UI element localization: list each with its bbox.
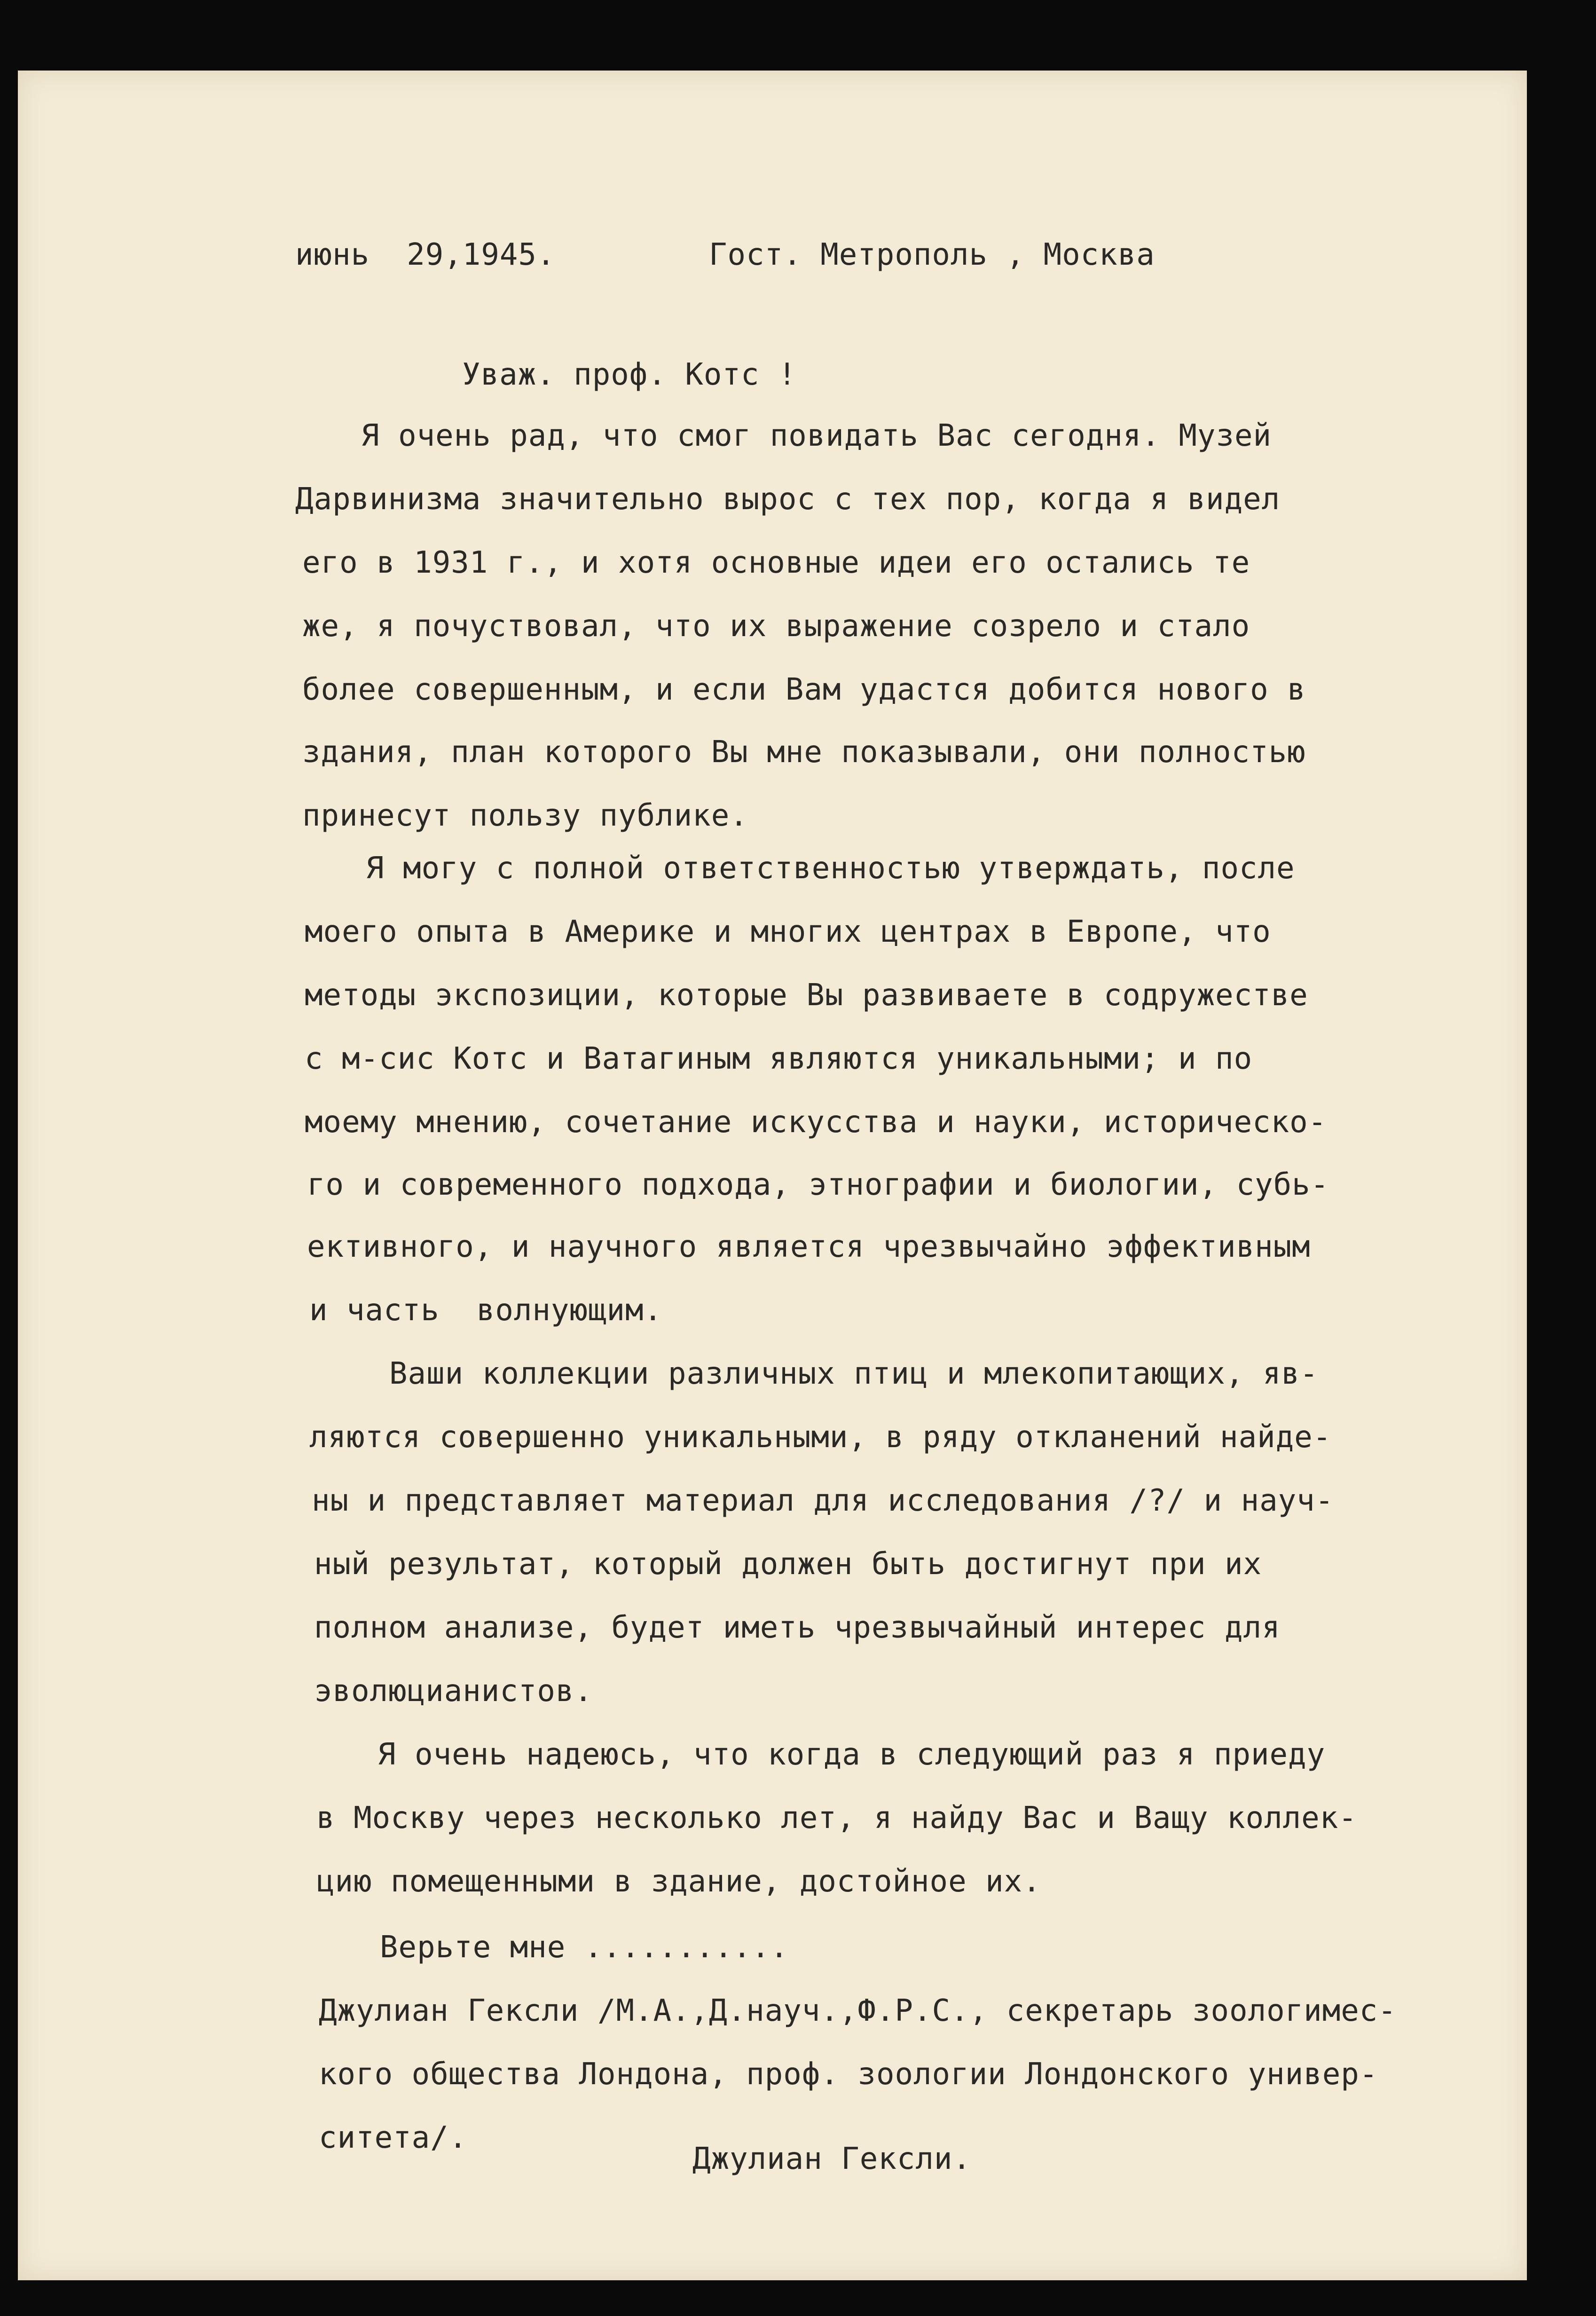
paragraph-2-line-3: методы экспозиции, которые Вы развиваете в содружестве xyxy=(305,978,1308,1013)
signature-block-line-2: кого общества Лондона, проф. зоологии Лондонского универ- xyxy=(319,2057,1378,2092)
paragraph-1-line-1: Я очень рад, что смог повидать Вас сегодня. Музей xyxy=(361,418,1272,453)
paper-sheet xyxy=(18,71,1527,2280)
paragraph-2-line-2: моего опыта в Америке и многих центрах в Европе, что xyxy=(305,914,1271,949)
paragraph-2-line-5: моему мнению, сочетание искусства и науки, историческо- xyxy=(305,1105,1327,1140)
paragraph-2-line-7: ективного, и научного является чрезвычайно эффективным xyxy=(307,1229,1311,1264)
paragraph-2-line-1: Я могу с полной ответственностью утверждать, после xyxy=(366,851,1295,886)
paragraph-4-line-2: в Москву через несколько лет, я найду Вас и Ващу коллек- xyxy=(316,1801,1357,1835)
paragraph-3-line-6: эволюцианистов. xyxy=(314,1674,593,1709)
paragraph-3-line-4: ный результат, который должен быть достигнут при их xyxy=(314,1547,1262,1582)
typed-letter xyxy=(18,71,1527,2280)
signature-block-line-3: ситета/. xyxy=(319,2120,468,2155)
paragraph-2-line-6: го и современного подхода, этнографии и биологии, субь- xyxy=(307,1167,1329,1202)
salutation: Уваж. проф. Котс ! xyxy=(462,357,797,392)
paragraph-4-line-3: цию помещенными в здание, достойное их. xyxy=(316,1864,1041,1899)
paragraph-1-line-3: его в 1931 г., и хотя основные идеи его остались те xyxy=(302,545,1250,580)
paragraph-1-line-6: здания, план которого Вы мне показывали, они полностью xyxy=(302,735,1306,770)
paragraph-2-line-4: с м-сис Котс и Ватагиным являются уникальными; и по xyxy=(305,1041,1253,1076)
letter-place: Гост. Метрополь , Москва xyxy=(709,237,1155,272)
paragraph-4-line-1: Я очень надеюсь, что когда в следующий раз я приеду xyxy=(377,1737,1326,1772)
paragraph-1-line-2: Дарвинизма значительно вырос с тех пор, когда я видел xyxy=(295,482,1281,517)
signature-name: Джулиан Гексли. xyxy=(692,2142,971,2176)
paragraph-1-line-4: же, я почуствовал, что их выражение созрело и стало xyxy=(302,609,1250,644)
paragraph-3-line-3: ны и представляет материал для исследования /?/ и науч- xyxy=(312,1483,1334,1518)
paragraph-3-line-2: ляются совершенно уникальными, в ряду откланений найде- xyxy=(309,1420,1332,1455)
closing: Верьте мне ........... xyxy=(380,1930,789,1965)
paragraph-1-line-5: более совершенным, и если Вам удастся добится нового в xyxy=(302,672,1306,707)
paragraph-2-line-8: и часть волнующим. xyxy=(309,1293,663,1328)
letter-date: июнь 29,1945. xyxy=(295,237,556,272)
paragraph-1-line-7: принесут пользу публике. xyxy=(302,798,748,833)
paragraph-3-line-5: полном анализе, будет иметь чрезвычайный интерес для xyxy=(314,1610,1281,1645)
signature-block-line-1: Джулиан Гексли /М.А.,Д.науч.,Ф.Р.С., секретарь зоологимес- xyxy=(319,1993,1397,2028)
paragraph-3-line-1: Ваши коллекции различных птиц и млекопитающих, яв- xyxy=(389,1356,1319,1391)
